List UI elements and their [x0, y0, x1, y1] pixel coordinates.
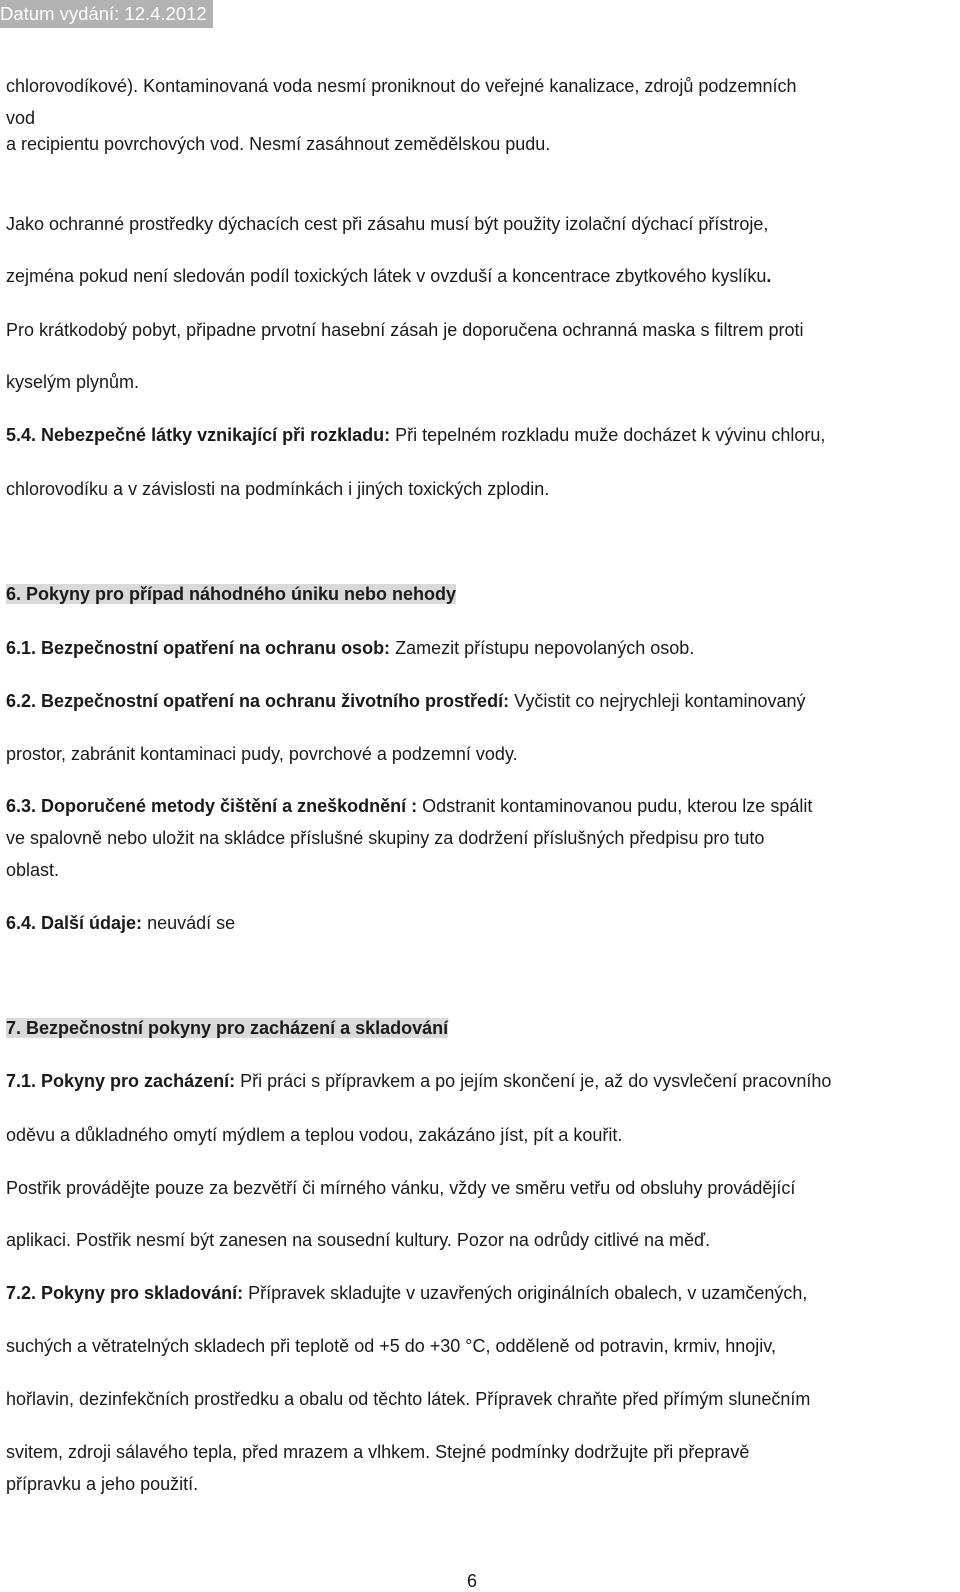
section-heading: 7.1. Pokyny pro zacházení:: [6, 1071, 236, 1091]
section-heading: 6.1. Bezpečnostní opatření na ochranu osob:: [6, 638, 391, 658]
section-heading: 7.2. Pokyny pro skladování:: [6, 1283, 244, 1303]
section-6-2: [6, 689, 806, 713]
section-5-4: [6, 423, 825, 447]
section-title-text: 6. Pokyny pro případ náhodného úniku nebo nehody: [6, 584, 457, 604]
text-line: aplikaci. Postřik nesmí být zanesen na sousední kultury. Pozor na odrůdy citlivé na měď.: [6, 1230, 711, 1250]
text-span: Při práci s přípravkem a po jejím skončení je, až do vysvlečení pracovního: [235, 1071, 832, 1091]
text-line: ve spalovně nebo uložit na skládce příslušné skupiny za dodržení příslušných předpisu pro tuto: [6, 828, 765, 848]
section-heading: 6.2. Bezpečnostní opatření na ochranu životního prostředí:: [6, 691, 510, 711]
text-line: Jako ochranné prostředky dýchacích cest při zásahu musí být použity izolační dýchací přístroje,: [6, 214, 769, 234]
text-span: Při tepelném rozkladu muže docházet k vývinu chloru,: [390, 425, 826, 445]
text-line: oblast.: [6, 860, 60, 880]
section-title-text: 7. Bezpečnostní pokyny pro zacházení a skladování: [6, 1018, 449, 1038]
section-title: [6, 1016, 448, 1040]
text-line: kyselým plynům.: [6, 372, 140, 392]
text-line: Postřik provádějte pouze za bezvětří či mírného vánku, vždy ve směru vetřu od obsluhy provádějící: [6, 1178, 796, 1198]
text-span: Přípravek skladujte v uzavřených originálních obalech, v uzamčených,: [243, 1283, 808, 1303]
text-line: Pro krátkodobý pobyt, připadne prvotní hasební zásah je doporučena ochranná maska s filtrem proti: [6, 320, 804, 340]
page-number: 6: [467, 1571, 478, 1591]
text-line: hořlavin, dezinfekčních prostředku a obalu od těchto látek. Přípravek chraňte před přímým slunečním: [6, 1389, 811, 1409]
document-page: [6, 0, 951, 1592]
text-line: vod: [6, 108, 36, 128]
section-title: [6, 582, 456, 606]
section-7-1: [6, 1069, 831, 1093]
text-line: a recipientu povrchových vod. Nesmí zasáhnout zemědělskou pudu.: [6, 134, 551, 154]
section-6-4: [6, 911, 235, 935]
section-6-1: [6, 636, 694, 660]
text-span: neuvádí se: [142, 913, 236, 933]
section-heading: 6.3. Doporučené metody čištění a zneškodnění :: [6, 796, 418, 816]
section-7-2: [6, 1281, 807, 1305]
text-line: přípravku a jeho použití.: [6, 1474, 199, 1494]
section-6-3: [6, 794, 812, 818]
text-span: zejména pokud není sledován podíl toxických látek v ovzduší a koncentrace zbytkového kyslíku: [6, 266, 767, 286]
text-line: chlorovodíku a v závislosti na podmínkách i jiných toxických zplodin.: [6, 479, 550, 499]
text-span: Odstranit kontaminovanou pudu, kterou lze spálit: [417, 796, 813, 816]
text-span: .: [766, 266, 772, 286]
text-line: oděvu a důkladného omytí mýdlem a teplou vodou, zakázáno jíst, pít a kouřit.: [6, 1125, 623, 1145]
section-heading: 5.4. Nebezpečné látky vznikající při rozkladu:: [6, 425, 391, 445]
text-span: Vyčistit co nejrychleji kontaminovaný: [509, 691, 806, 711]
text-line: svitem, zdroji sálavého tepla, před mrazem a vlhkem. Stejné podmínky dodržujte při přepravě: [6, 1442, 750, 1462]
issue-date-header: Datum vydání: 12.4.2012: [0, 0, 213, 28]
text-span: Zamezit přístupu nepovolaných osob.: [390, 638, 695, 658]
text-line: [6, 264, 771, 288]
text-line: prostor, zabránit kontaminaci pudy, povrchové a podzemní vody.: [6, 744, 518, 764]
text-line: chlorovodíkové). Kontaminovaná voda nesmí proniknout do veřejné kanalizace, zdrojů podzemních: [6, 76, 797, 96]
text-line: suchých a větratelných skladech při teplotě od +5 do +30 °C, odděleně od potravin, krmiv, hnojiv,: [6, 1336, 776, 1356]
section-heading: 6.4. Další údaje:: [6, 913, 143, 933]
